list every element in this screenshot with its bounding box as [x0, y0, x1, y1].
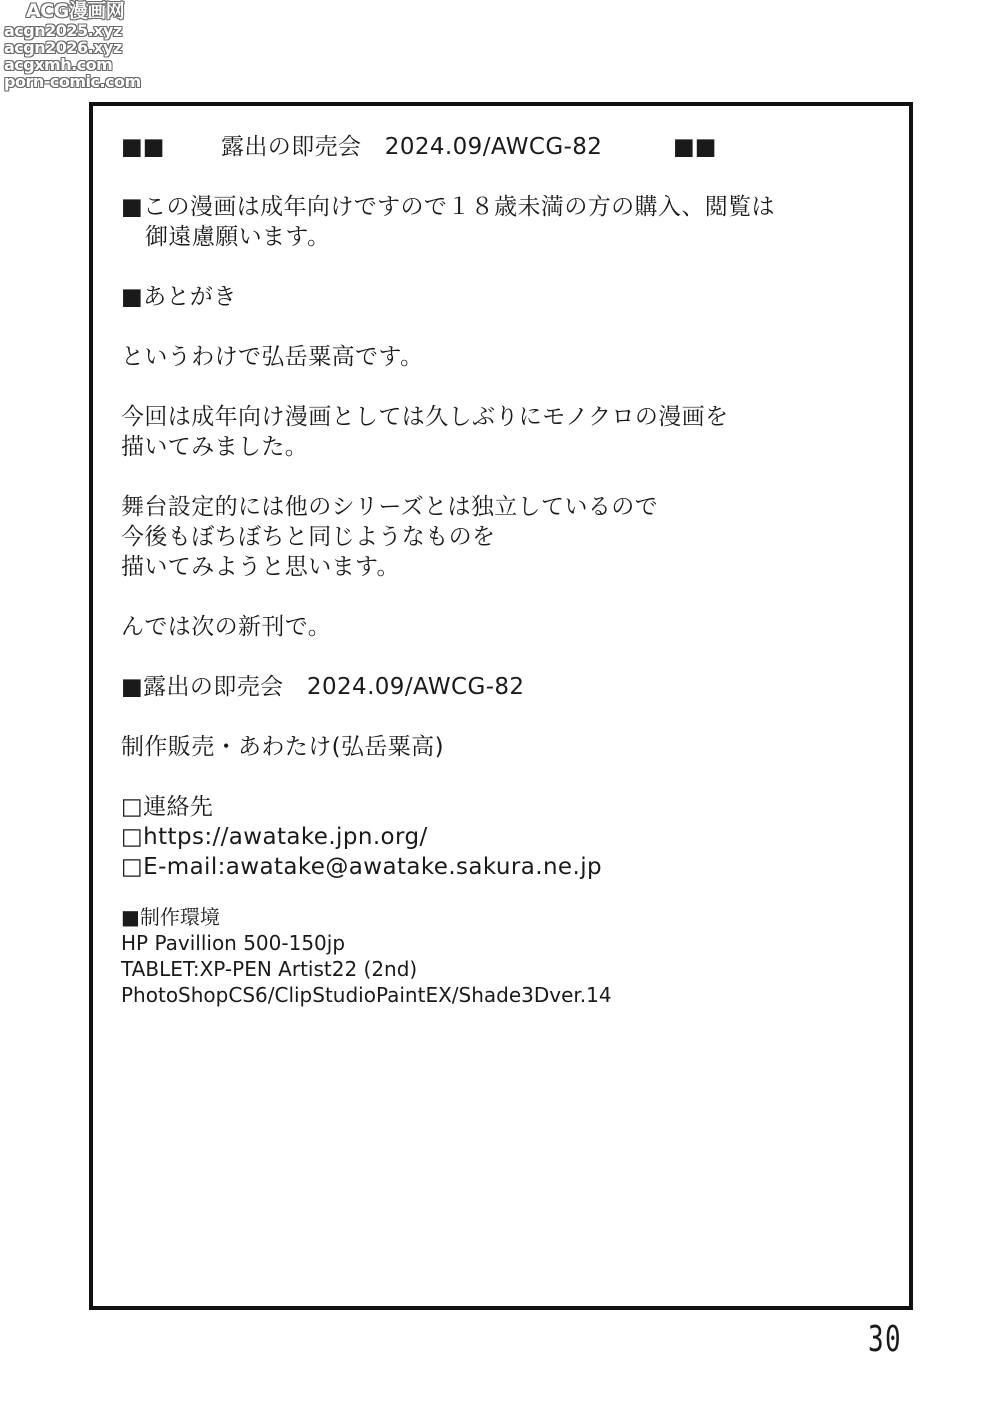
afterword-frame [89, 102, 913, 1310]
afterword-paragraph-line: というわけで弘岳粟高です。 [121, 344, 424, 370]
age-notice-line: 御遠慮願います。 [145, 224, 331, 250]
colophon-publisher: 制作販売・あわたけ(弘岳粟高) [121, 734, 444, 760]
watermark-line: ACG漫画网 [26, 0, 125, 22]
afterword-content [121, 132, 889, 1008]
afterword-paragraph-line: 描いてみました。 [121, 434, 309, 460]
afterword-paragraph-line: 描いてみようと思います。 [121, 554, 400, 580]
watermark-line: acgxmh.com [4, 55, 113, 74]
afterword-paragraph-line: 舞台設定的には他のシリーズとは独立しているので [121, 494, 659, 520]
site-watermark [4, 2, 141, 91]
watermark-line: acgn2025.xyz [4, 21, 122, 40]
environment-heading: ■制作環境 [121, 905, 220, 929]
afterword-heading: ■あとがき [121, 284, 237, 310]
page-number: 30 [868, 1319, 903, 1360]
contact-url: □https://awatake.jpn.org/ [121, 824, 428, 850]
contact-heading: □連絡先 [121, 794, 214, 820]
colophon-title: ■露出の即売会 2024.09/AWCG-82 [121, 674, 525, 700]
header-left-squares: ■■ [121, 134, 165, 160]
header-line [121, 132, 889, 162]
header-title: 露出の即売会 2024.09/AWCG-82 [221, 134, 603, 160]
contact-email: □E-mail:awatake@awatake.sakura.ne.jp [121, 854, 602, 880]
afterword-paragraph-line: んでは次の新刊で。 [121, 614, 332, 640]
environment-tablet: TABLET:XP-PEN Artist22 (2nd) [121, 957, 418, 981]
header-right-squares: ■■ [673, 134, 717, 160]
watermark-line: acgn2026.xyz [4, 38, 122, 57]
afterword-paragraph-line: 今回は成年向け漫画としては久しぶりにモノクロの漫画を [121, 404, 729, 430]
watermark-line: porn-comic.com [4, 72, 141, 91]
environment-software: PhotoShopCS6/ClipStudioPaintEX/Shade3Dver.14 [121, 983, 612, 1007]
age-notice-line: ■この漫画は成年向けですので１８歳未満の方の購入、閲覧は [121, 194, 775, 220]
afterword-paragraph-line: 今後もぼちぼちと同じようなものを [121, 524, 496, 550]
environment-pc: HP Pavillion 500-150jp [121, 931, 346, 955]
